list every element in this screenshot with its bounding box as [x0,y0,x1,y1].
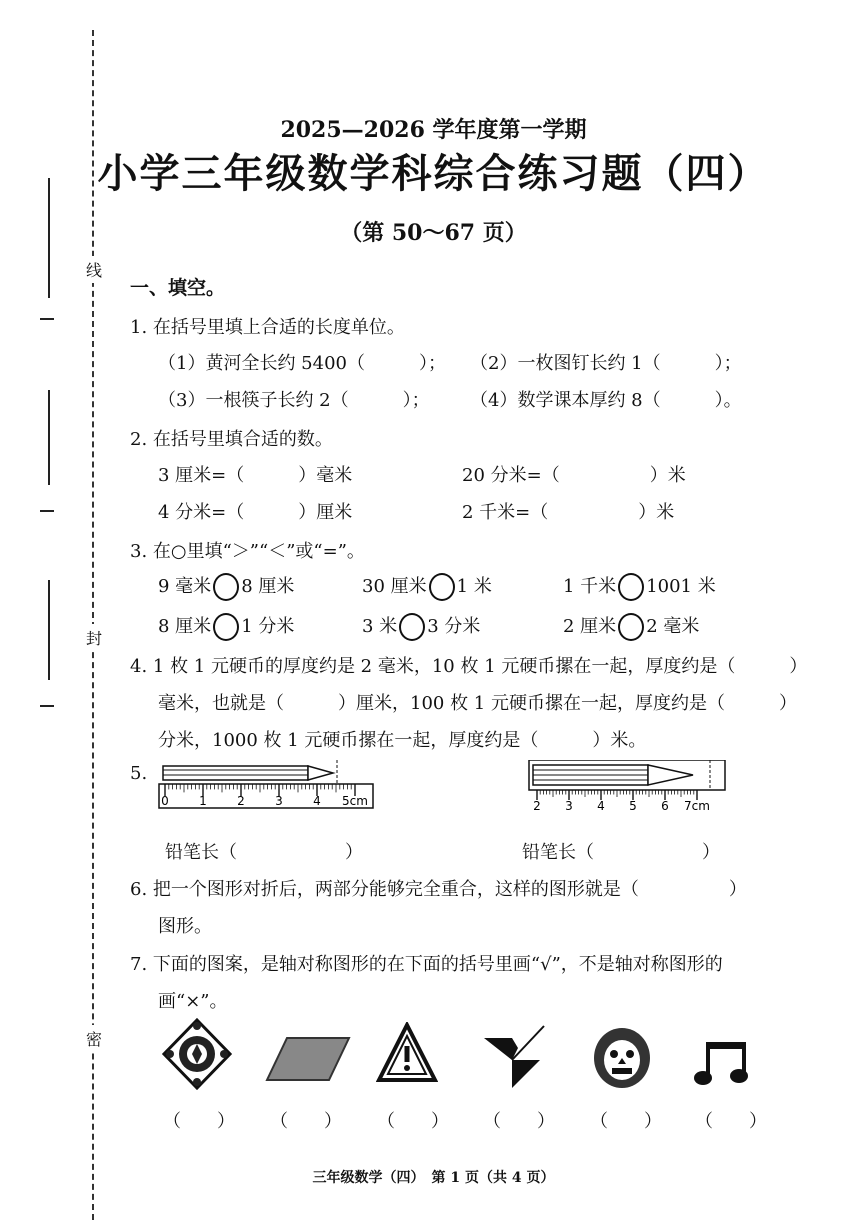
music-note-icon [692,1038,750,1088]
answer-bracket-1[interactable]: （ ） [163,1111,235,1132]
compare-circle[interactable] [213,573,239,601]
q3-stem: 3. 在○里填“＞”“＜”或“=”。 [130,541,365,562]
ruler-tick-label: 2 [237,794,245,808]
q4-line2: 毫米，也就是（ ）厘米，100 枚 1 元硬币摞在一起，厚度约是（ ） [158,693,797,714]
q4-line3: 分米，1000 枚 1 元硬币摞在一起，厚度约是（ ）米。 [158,730,647,751]
compare-circle[interactable] [399,613,425,641]
compare-circle[interactable] [213,613,239,641]
answer-bracket-4[interactable]: （ ） [483,1111,555,1132]
q3-right: 1001 米 [646,576,716,597]
ruler-tick-label: 2 [533,799,541,813]
q1-stem: 1. 在括号里填上合适的长度单位。 [130,317,405,338]
ruler-figure-2 [525,760,735,820]
compare-circle[interactable] [618,613,644,641]
q6-line1: 6. 把一个图形对折后，两部分能够完全重合，这样的图形就是（ ） [130,879,747,900]
q2-item-c: 4 分米=（ ）厘米 [158,502,353,523]
q3-compare-1 [158,572,294,601]
q3-right: 3 分米 [427,616,481,637]
q3-right: 1 米 [456,576,492,597]
q1-item-c: （3）一根筷子长约 2（ ）； [158,390,430,411]
parallelogram-icon [265,1036,351,1082]
q5-label-2: 铅笔长（ ） [522,842,720,863]
pencil-icon [533,760,710,790]
margin-tick [40,318,54,320]
ruler-tick-label: 6 [661,799,669,813]
warning-triangle-icon [376,1022,438,1084]
answer-bracket-2[interactable]: （ ） [270,1111,342,1132]
lion-mask-icon [590,1024,654,1090]
q1-item-d: （4）数学课本厚约 8（ ）。 [470,390,742,411]
q3-left: 2 厘米 [563,616,617,637]
q3-left: 3 米 [362,616,398,637]
section-fill-blank: 一、填空。 [130,277,226,299]
q2-item-a: 3 厘米=（ ）毫米 [158,465,353,486]
ruler-tick-label: 0 [161,794,169,808]
q3-right: 1 分米 [241,616,295,637]
answer-bracket-5[interactable]: （ ） [590,1111,662,1132]
answer-bracket-6[interactable]: （ ） [695,1111,767,1132]
school-write-line [48,580,50,680]
q3-left: 1 千米 [563,576,617,597]
q3-compare-2 [362,572,492,601]
class-write-line [48,390,50,485]
q1-item-b: （2）一枚图钉长约 1（ ）； [470,353,742,374]
binding-char-feng: 封 [86,624,102,651]
pinwheel-icon [482,1024,548,1090]
q6-line2: 图形。 [158,916,212,937]
ruler-ticks [533,790,710,813]
ruler-figure-1 [155,760,385,830]
q2-item-d: 2 千米=（ ）米 [462,502,675,523]
ruler-tick-label: 3 [275,794,283,808]
q3-left: 9 毫米 [158,576,212,597]
ruler-body [159,784,373,808]
ruler-tick-label: 5 [629,799,637,813]
q3-compare-4 [158,612,294,641]
binding-char-mi: 密 [86,1025,102,1052]
q2-item-b: 20 分米=（ ）米 [462,465,686,486]
q5-label-1: 铅笔长（ ） [165,842,363,863]
page-range: （第 50～67 页） [340,220,527,246]
ruler-tick-label: 5cm [342,794,368,808]
ruler-tick-label: 4 [313,794,321,808]
q7-line2: 画“×”。 [158,991,228,1012]
page-title: 小学三年级数学科综合练习题（四） [97,150,770,197]
school-year: 2025—2026 学年度第一学期 [280,117,587,143]
q7-line1: 7. 下面的图案，是轴对称图形的在下面的括号里画“√”，不是轴对称图形的 [130,954,723,975]
ruler-tick-label: 7cm [684,799,710,813]
binding-char-xian: 线 [86,256,102,283]
ruler-tick-label: 3 [565,799,573,813]
ruler-tick-label: 1 [199,794,207,808]
page-footer: 三年级数学（四） 第 1 页（共 4 页） [312,1170,555,1186]
compare-circle[interactable] [618,573,644,601]
margin-tick [40,510,54,512]
q4-line1: 4. 1 枚 1 元硬币的厚度约是 2 毫米，10 枚 1 元硬币摞在一起，厚度约是（ ） [130,656,808,677]
q3-right: 8 厘米 [241,576,295,597]
q3-compare-5 [362,612,480,641]
ornament-icon [162,1018,232,1090]
margin-tick [40,705,54,707]
ruler-tick-label: 4 [597,799,605,813]
q1-item-a: （1）黄河全长约 5400（ ）； [158,353,446,374]
q5-number: 5. [130,763,148,784]
answer-bracket-3[interactable]: （ ） [377,1111,449,1132]
q3-left: 30 厘米 [362,576,427,597]
compare-circle[interactable] [429,573,455,601]
q3-compare-6 [563,612,699,641]
q3-left: 8 厘米 [158,616,212,637]
q3-right: 2 毫米 [646,616,700,637]
q2-stem: 2. 在括号里填合适的数。 [130,429,333,450]
q3-compare-3 [563,572,716,601]
